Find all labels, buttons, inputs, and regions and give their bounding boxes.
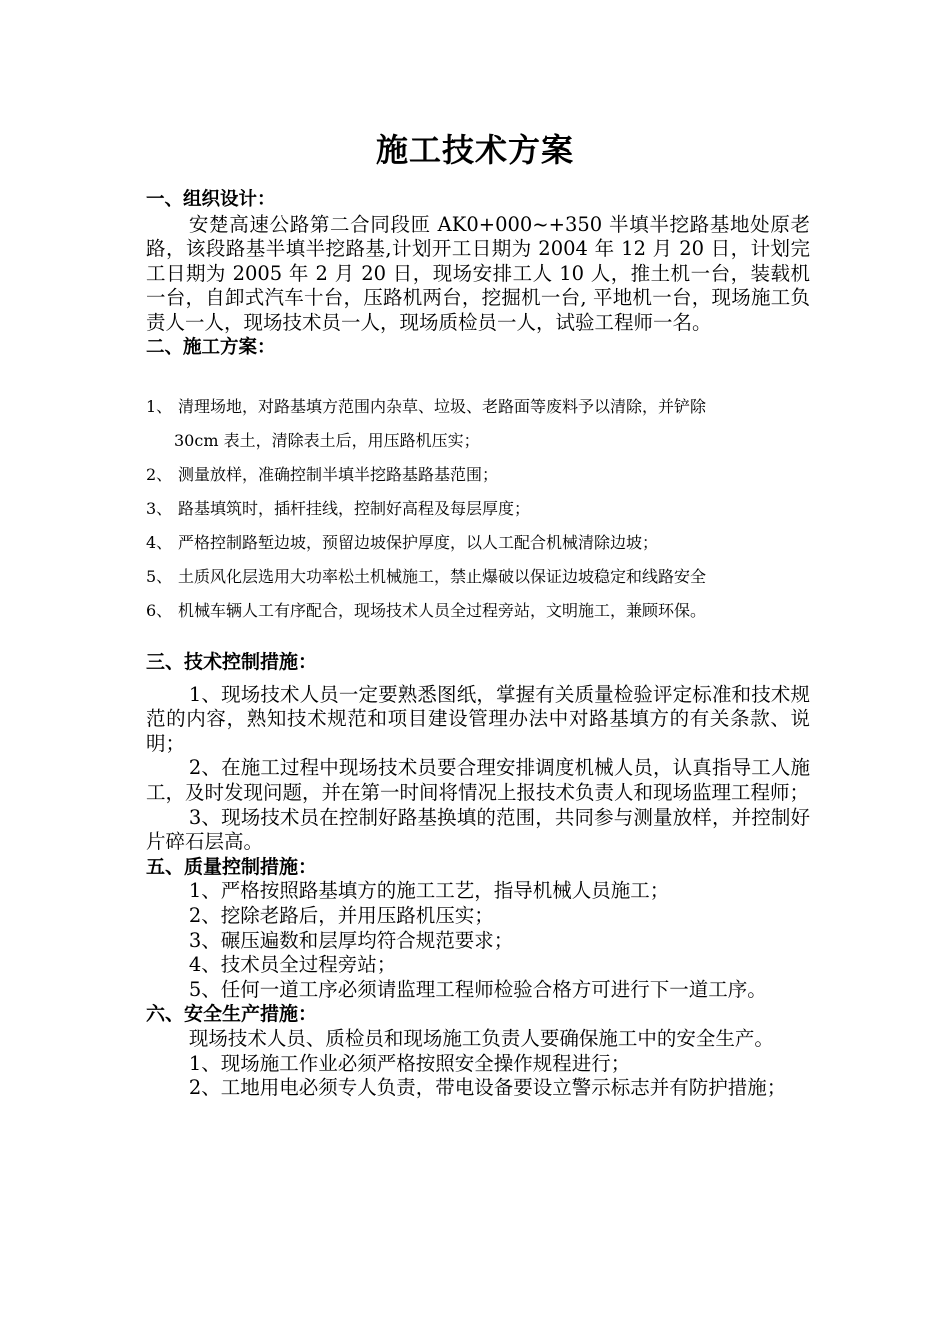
paragraph: 现场技术人员、质检员和现场施工负责人要确保施工中的安全生产。 <box>188 1026 774 1050</box>
list-text: 清理场地，对路基填方范围内杂草、垃圾、老路面等废料予以清除，并铲除 <box>178 397 707 416</box>
paragraph: 4、技术员全过程旁站； <box>188 953 397 977</box>
list-item <box>146 458 826 492</box>
list-number: 2、 <box>146 465 173 484</box>
list-text: 路基填筑时，插杆挂线，控制好高程及每层厚度； <box>178 499 531 518</box>
list-number: 3、 <box>146 499 173 518</box>
list-text: 严格控制路堑边坡，预留边坡保护厚度，以人工配合机械清除边坡； <box>178 533 659 552</box>
list-number: 1、 <box>146 397 173 416</box>
list-continuation: 30cm 表土，清除表土后，用压路机压实； <box>174 431 480 450</box>
section-heading: 五、质量控制措施： <box>146 855 318 878</box>
paragraph: 3、碾压遍数和层厚均符合规范要求； <box>188 928 514 952</box>
section-construction-plan <box>146 390 826 628</box>
paragraph: 3、现场技术员在控制好路基换填的范围，共同参与测量放样，并控制好片碎石层高。 <box>146 805 810 854</box>
list-number: 5、 <box>146 567 173 586</box>
section-technical-control <box>146 650 810 1101</box>
list-item <box>146 390 826 424</box>
paragraph: 5、任何一道工序必须请监理工程师检验合格方可进行下一道工序。 <box>188 977 767 1001</box>
list-text: 测量放样，准确控制半填半挖路基路基范围； <box>178 465 499 484</box>
paragraph: 2、挖除老路后，并用压路机压实； <box>188 903 494 927</box>
section-heading: 三、技术控制措施： <box>146 651 318 673</box>
section-heading: 二、施工方案： <box>146 336 276 358</box>
list-item <box>146 492 826 526</box>
list-number: 6、 <box>146 601 173 620</box>
list-text: 土质风化层选用大功率松土机械施工，禁止爆破以保证边坡稳定和线路安全 <box>178 567 707 586</box>
section-heading: 一、组织设计： <box>146 189 276 210</box>
paragraph: 安楚高速公路第二合同段匝 AK0+000~+350 半填半挖路基地处原老路，该段路基半填半挖路基,计划开工日期为 2004 年 12 月 20 日，计划完工日期为 2005 年 2 月 20 日，现场安排工人 10 人，推土机一台，装载机一台，自卸式汽车十台，压路机两台，挖掘机一台, 平地机一台，现场施工负责人一人，现场技术员一人，现场质检员一人，试验工程师一名。 <box>146 212 810 334</box>
paragraph: 1、现场技术人员一定要熟悉图纸，掌握有关质量检验评定标准和技术规范的内容，熟知技术规范和项目建设管理办法中对路基填方的有关条款、说明； <box>146 682 810 755</box>
section-heading: 六、安全生产措施： <box>146 1003 318 1026</box>
document-title: 施工技术方案 <box>375 131 574 169</box>
list-item <box>146 526 826 560</box>
list-number: 4、 <box>146 533 173 552</box>
paragraph: 2、在施工过程中现场技术员要合理安排调度机械人员，认真指导工人施工，及时发现问题，并在第一时间将情况上报技术负责人和现场监理工程师； <box>146 756 810 804</box>
section-organization <box>146 188 810 360</box>
paragraph: 1、现场施工作业必须严格按照安全操作规程进行； <box>188 1051 631 1075</box>
paragraph: 2、工地用电必须专人负责，带电设备要设立警示标志并有防护措施； <box>188 1076 787 1100</box>
paragraph: 1、严格按照路基填方的施工工艺，指导机械人员施工； <box>188 879 670 903</box>
list-item <box>146 560 826 594</box>
list-text: 机械车辆人工有序配合，现场技术人员全过程旁站，文明施工，兼顾环保。 <box>178 601 707 620</box>
list-item <box>146 594 826 628</box>
